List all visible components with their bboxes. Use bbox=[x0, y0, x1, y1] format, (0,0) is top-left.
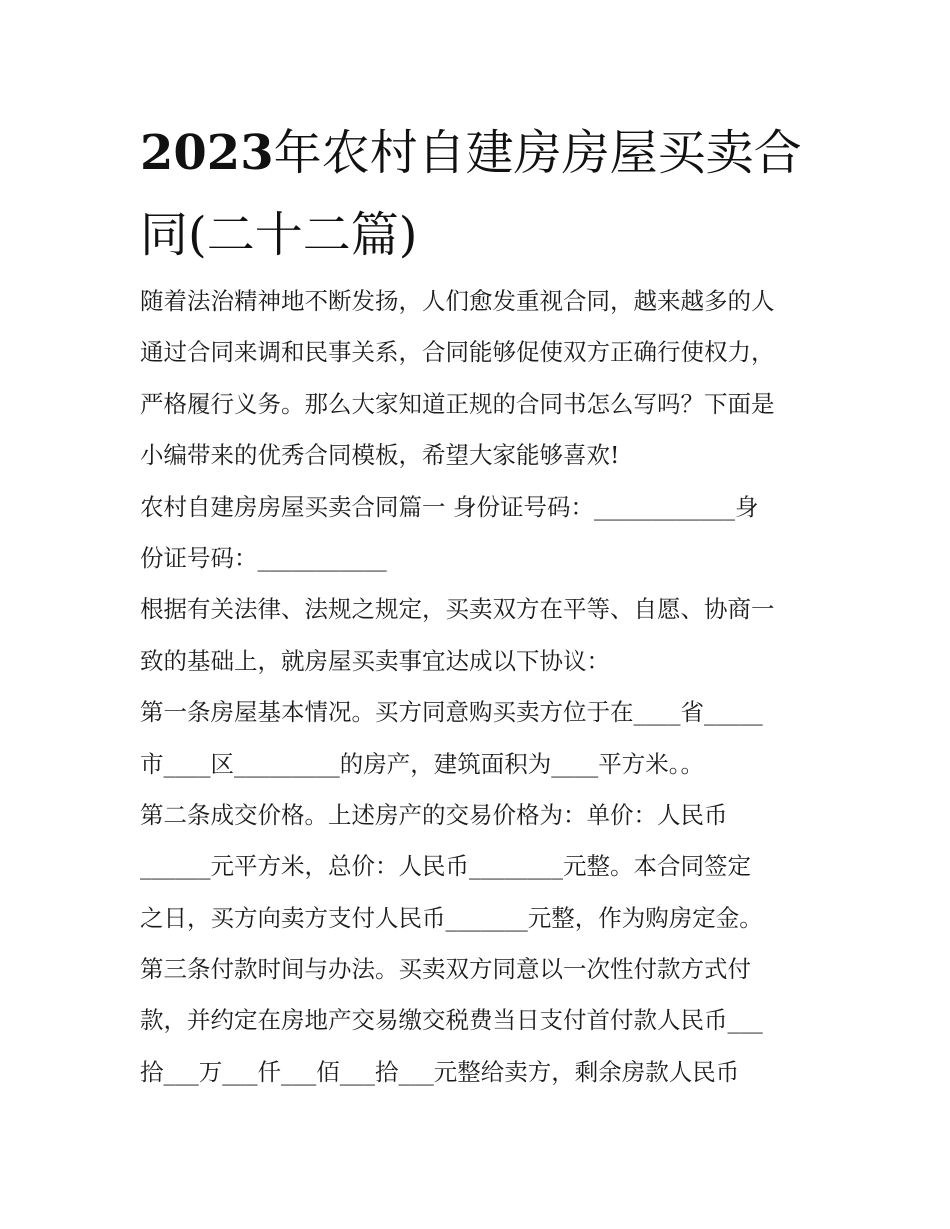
title-text: 年农村自建房房屋买卖合同(二十二篇) bbox=[140, 125, 802, 263]
paragraph-line: 严格履行义务。那么大家知道正规的合同书怎么写吗？下面是 bbox=[140, 389, 775, 418]
paragraph-line: 致的基础上，就房屋买卖事宜达成以下协议： bbox=[140, 646, 610, 675]
paragraph-line: 份证号码：___________ bbox=[140, 543, 387, 572]
paragraph-line: 第三条付款时间与办法。买卖双方同意以一次性付款方式付 bbox=[140, 955, 751, 984]
document-body bbox=[140, 276, 820, 1098]
paragraph-line: 通过合同来调和民事关系，合同能够促使双方正确行使权力， bbox=[140, 338, 775, 367]
paragraph-line: 市____区_________的房产，建筑面积为____平方米。。 bbox=[140, 749, 704, 778]
paragraph-line: 第二条成交价格。上述房产的交易价格为：单价：人民币 bbox=[140, 800, 728, 829]
title-year: 2023 bbox=[140, 125, 274, 181]
paragraph-line: 之日，买方向卖方支付人民币_______元整，作为购房定金。 bbox=[140, 903, 763, 932]
paragraph-line: 第一条房屋基本情况。买方同意购买卖方位于在____省_____ bbox=[140, 698, 763, 727]
paragraph-line: 款，并约定在房地产交易缴交税费当日支付首付款人民币___ bbox=[140, 1006, 763, 1035]
paragraph-line: 随着法治精神地不断发扬，人们愈发重视合同，越来越多的人 bbox=[140, 287, 775, 315]
paragraph-line: 小编带来的优秀合同模板，希望大家能够喜欢! bbox=[140, 441, 620, 470]
paragraph-line: ______元平方米，总价：人民币________元整。本合同签定 bbox=[140, 852, 751, 881]
paragraph-line: 拾___万___仟___佰___拾___元整给卖方，剩余房款人民币 bbox=[140, 1057, 740, 1086]
paragraph-line: 农村自建房房屋买卖合同篇一 身份证号码：____________身 bbox=[140, 492, 759, 521]
paragraph-line: 根据有关法律、法规之规定，买卖双方在平等、自愿、协商一 bbox=[140, 595, 775, 624]
document-title bbox=[140, 112, 820, 276]
